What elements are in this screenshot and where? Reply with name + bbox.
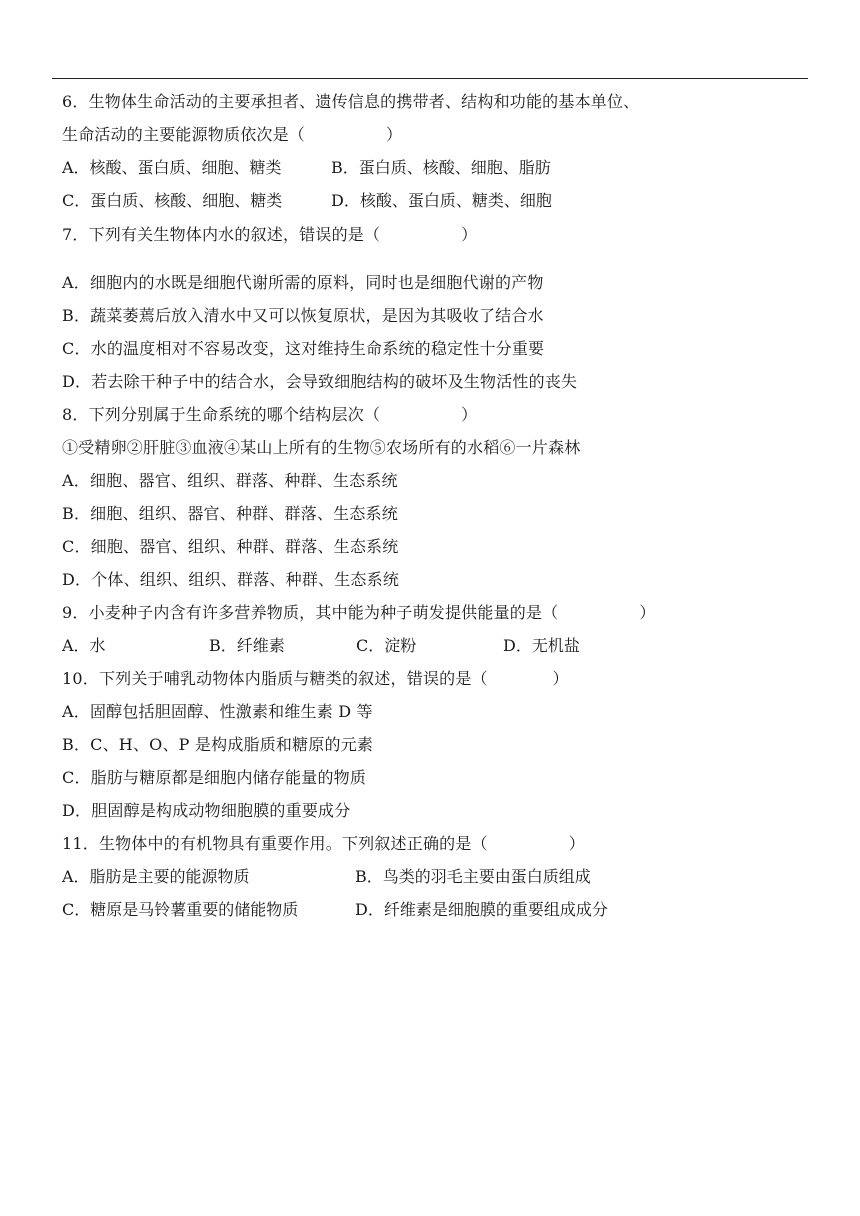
q6-option-d: D．核酸、蛋白质、糖类、细胞 xyxy=(331,191,552,210)
q6-option-c: C．蛋白质、核酸、细胞、糖类 xyxy=(62,191,283,210)
q11-option-c: C．糖原是马铃薯重要的储能物质 xyxy=(62,900,299,919)
q8-option-b: B．细胞、组织、器官、种群、群落、生态系统 xyxy=(62,504,398,523)
q10-option-b: B．C、H、O、P 是构成脂质和糖原的元素 xyxy=(62,735,374,754)
q7-option-a: A．细胞内的水既是细胞代谢所需的原料，同时也是细胞代谢的产物 xyxy=(62,273,544,292)
q11-option-a: A．脂肪是主要的能源物质 xyxy=(62,867,250,886)
q11-option-b: B．鸟类的羽毛主要由蛋白质组成 xyxy=(355,867,591,886)
q9-option-c: C．淀粉 xyxy=(356,636,417,655)
q9-stem: 9．小麦种子内含有许多营养物质，其中能为种子萌发提供能量的是（ ） xyxy=(62,603,656,622)
q6-stem-line1: 6．生物体生命活动的主要承担者、遗传信息的携带者、结构和功能的基本单位、 xyxy=(62,92,640,111)
q7-option-b: B．蔬菜萎蔫后放入清水中又可以恢复原状，是因为其吸收了结合水 xyxy=(62,306,544,325)
q7-stem: 7．下列有关生物体内水的叙述，错误的是（ ） xyxy=(62,225,478,244)
q7-option-c: C．水的温度相对不容易改变，这对维持生命系统的稳定性十分重要 xyxy=(62,339,545,358)
header-rule xyxy=(52,78,808,79)
q8-option-a: A．细胞、器官、组织、群落、种群、生态系统 xyxy=(62,471,398,490)
q9-option-a: A．水 xyxy=(62,636,106,655)
q8-option-d: D．个体、组织、组织、群落、种群、生态系统 xyxy=(62,570,400,589)
q6-option-a: A．核酸、蛋白质、细胞、糖类 xyxy=(62,158,282,177)
q10-option-a: A．固醇包括胆固醇、性激素和维生素 D 等 xyxy=(62,702,373,721)
q10-option-d: D．胆固醇是构成动物细胞膜的重要成分 xyxy=(62,801,351,820)
q9-option-b: B．纤维素 xyxy=(209,636,285,655)
q8-option-c: C．细胞、器官、组织、种群、群落、生态系统 xyxy=(62,537,399,556)
q10-option-c: C．脂肪与糖原都是细胞内储存能量的物质 xyxy=(62,768,367,787)
q11-stem: 11．生物体中的有机物具有重要作用。下列叙述正确的是（ ） xyxy=(62,834,585,853)
q8-items: ①受精卵②肝脏③血液④某山上所有的生物⑤农场所有的水稻⑥一片森林 xyxy=(62,438,581,457)
q9-option-d: D．无机盐 xyxy=(503,636,580,655)
q6-stem-line2: 生命活动的主要能源物质依次是（ ） xyxy=(62,125,403,144)
q10-stem: 10．下列关于哺乳动物体内脂质与糖类的叙述，错误的是（ ） xyxy=(62,669,569,688)
q11-option-d: D．纤维素是细胞膜的重要组成成分 xyxy=(355,900,608,919)
q8-stem: 8．下列分别属于生命系统的哪个结构层次（ ） xyxy=(62,405,478,424)
q6-option-b: B．蛋白质、核酸、细胞、脂肪 xyxy=(331,158,551,177)
q7-option-d: D．若去除干种子中的结合水，会导致细胞结构的破坏及生物活性的丧失 xyxy=(62,372,578,391)
